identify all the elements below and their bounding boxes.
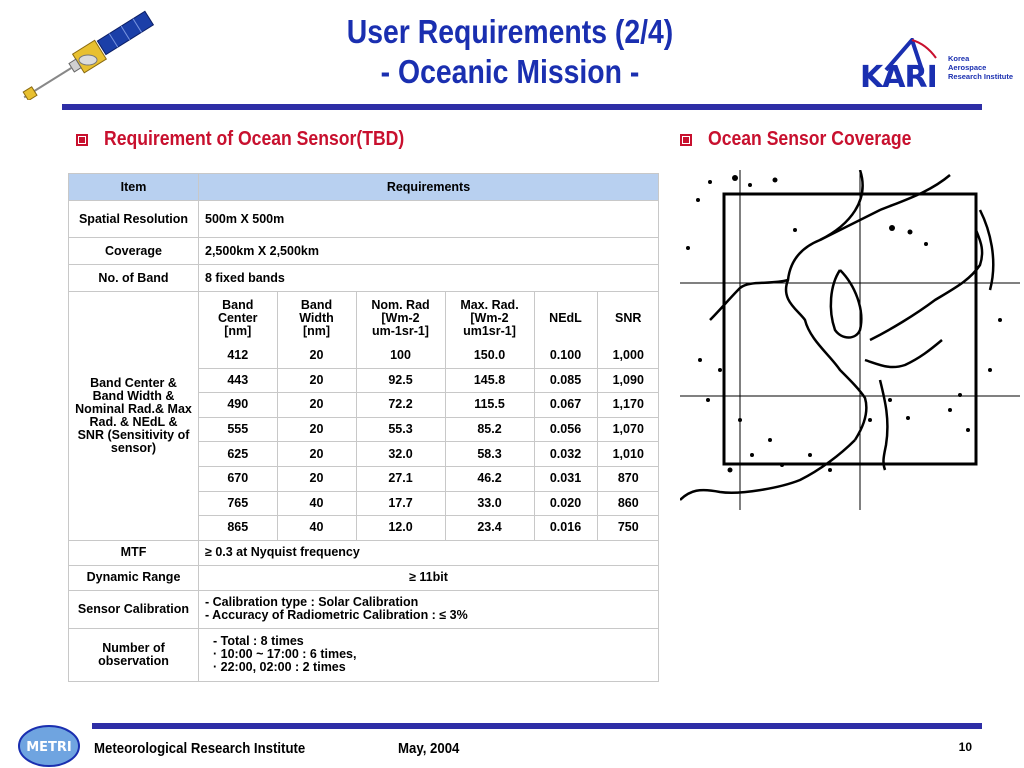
band-spec-cell: 865 xyxy=(199,516,277,540)
satellite-illustration xyxy=(12,10,162,100)
kari-logo xyxy=(860,38,1014,95)
row-value: ≥ 11bit xyxy=(199,565,659,590)
band-spec-cell: 0.032 xyxy=(534,442,597,467)
col-snr: SNR xyxy=(615,310,642,325)
band-spec-cell: 490 xyxy=(199,393,277,418)
title-line-2: - Oceanic Mission - xyxy=(380,53,640,90)
band-spec-header-row xyxy=(199,292,659,344)
band-spec-cell: 40 xyxy=(277,491,356,516)
band-spec-cell: 33.0 xyxy=(445,491,534,516)
table-row xyxy=(69,590,659,628)
kari-wordmark: KARI xyxy=(860,60,937,95)
footer-divider xyxy=(92,723,982,729)
table-row xyxy=(69,540,659,565)
title-line-1: User Requirements (2/4) xyxy=(346,13,674,50)
row-label: MTF xyxy=(69,540,199,565)
band-spec-cell: 20 xyxy=(277,368,356,393)
coverage-frame xyxy=(724,194,976,464)
row-label: No. of Band xyxy=(69,265,199,292)
row-value: 2,500km X 2,500km xyxy=(199,238,659,265)
row-label: Sensor Calibration xyxy=(69,590,199,628)
page-number: 10 xyxy=(958,740,972,754)
band-spec-cell: 150.0 xyxy=(445,344,534,368)
band-spec-cell: 1,010 xyxy=(597,442,659,467)
band-spec-cell: 85.2 xyxy=(445,417,534,442)
band-spec-cell: 0.056 xyxy=(534,417,597,442)
band-spec-row xyxy=(199,368,659,393)
metri-logo xyxy=(14,724,84,768)
header-requirements: Requirements xyxy=(199,174,659,201)
band-spec-cell: 32.0 xyxy=(356,442,445,467)
band-spec-cell: 20 xyxy=(277,417,356,442)
metri-logo-text: METRI xyxy=(26,740,72,755)
band-spec-table xyxy=(199,292,659,540)
band-spec-row xyxy=(199,417,659,442)
band-spec-cell: 0.085 xyxy=(534,368,597,393)
footer-organization: Meteorological Research Institute xyxy=(94,740,306,757)
row-value: - Total : 8 times · 10:00 ~ 17:00 : 6 times, · 22:00, 02:00 : 2 times xyxy=(199,628,659,681)
band-spec-cell: 1,090 xyxy=(597,368,659,393)
band-spec-cell: 20 xyxy=(277,344,356,368)
table-row xyxy=(69,201,659,238)
band-spec-cell: 46.2 xyxy=(445,466,534,491)
band-spec-row xyxy=(199,491,659,516)
right-section-heading: Ocean Sensor Coverage xyxy=(680,128,939,151)
band-spec-cell: 23.4 xyxy=(445,516,534,540)
band-spec-cell: 625 xyxy=(199,442,277,467)
band-spec-cell: 92.5 xyxy=(356,368,445,393)
band-spec-row xyxy=(199,442,659,467)
table-row xyxy=(69,565,659,590)
band-spec-cell: 100 xyxy=(356,344,445,368)
band-spec-cell: 27.1 xyxy=(356,466,445,491)
header-item: Item xyxy=(69,174,199,201)
kari-institute-name: Korea Aerospace Research Institute xyxy=(948,54,1014,81)
requirements-table xyxy=(68,173,659,682)
band-spec-row xyxy=(199,344,659,368)
band-spec-cell: 72.2 xyxy=(356,393,445,418)
col-band-center: Band Center [nm] xyxy=(199,292,277,344)
coastline xyxy=(680,170,993,500)
table-row xyxy=(69,628,659,681)
band-spec-cell: 0.031 xyxy=(534,466,597,491)
band-spec-cell: 115.5 xyxy=(445,393,534,418)
band-spec-cell: 870 xyxy=(597,466,659,491)
island-markers xyxy=(686,175,1002,473)
row-label: Dynamic Range xyxy=(69,565,199,590)
band-spec-cell: 20 xyxy=(277,442,356,467)
row-value: - Calibration type : Solar Calibration - Accuracy of Radiometric Calibration : ≤ 3% xyxy=(199,590,659,628)
band-spec-cell: 0.100 xyxy=(534,344,597,368)
row-value: 500m X 500m xyxy=(199,201,659,238)
band-spec-cell: 1,170 xyxy=(597,393,659,418)
band-spec-cell: 443 xyxy=(199,368,277,393)
band-spec-cell: 750 xyxy=(617,520,639,535)
title-divider xyxy=(62,104,982,110)
square-bullet-icon xyxy=(76,134,88,146)
table-header-row xyxy=(69,174,659,201)
slide-title xyxy=(269,12,751,92)
table-row xyxy=(69,238,659,265)
col-max-rad: Max. Rad. [Wm-2 um1sr-1] xyxy=(445,292,534,344)
row-label: Coverage xyxy=(69,238,199,265)
col-nominal-rad: Nom. Rad [Wm-2 um-1sr-1] xyxy=(356,292,445,344)
band-spec-cell: 12.0 xyxy=(356,516,445,540)
band-spec-row xyxy=(199,466,659,491)
band-spec-cell: 670 xyxy=(199,466,277,491)
band-spec-cell: 58.3 xyxy=(445,442,534,467)
band-spec-cell: 145.8 xyxy=(445,368,534,393)
band-spec-cell: 55.3 xyxy=(356,417,445,442)
table-row-band-specs xyxy=(69,292,659,541)
row-value: 8 fixed bands xyxy=(199,265,659,292)
map-grid-lines xyxy=(680,170,1020,510)
band-spec-cell: 765 xyxy=(199,491,277,516)
ocean-sensor-coverage-map xyxy=(680,170,1020,510)
band-spec-cell: 860 xyxy=(597,491,659,516)
band-spec-cell: 20 xyxy=(277,393,356,418)
row-value: ≥ 0.3 at Nyquist frequency xyxy=(199,540,659,565)
band-spec-cell: 1,070 xyxy=(597,417,659,442)
left-section-heading: Requirement of Ocean Sensor(TBD) xyxy=(76,128,445,151)
band-spec-cell: 555 xyxy=(199,417,277,442)
row-label: Number of observation xyxy=(69,628,199,681)
row-label: Spatial Resolution xyxy=(69,201,199,238)
band-spec-row xyxy=(199,516,659,540)
band-spec-cell: 0.067 xyxy=(534,393,597,418)
band-spec-cell: 1,000 xyxy=(597,344,659,368)
band-spec-cell: 40 xyxy=(277,516,356,540)
row-label: Band Center & Band Width & Nominal Rad.& Max Rad. & NEdL & SNR (Sensitivity of sensor) xyxy=(69,292,199,541)
band-spec-row xyxy=(199,393,659,418)
footer-date: May, 2004 xyxy=(398,740,460,757)
band-spec-cell: 0.016 xyxy=(534,516,597,540)
square-bullet-icon xyxy=(680,134,692,146)
band-spec-cell: 412 xyxy=(199,344,277,368)
band-spec-cell: 0.020 xyxy=(534,491,597,516)
col-nedl: NEdL xyxy=(534,292,597,344)
table-row xyxy=(69,265,659,292)
band-spec-cell: 17.7 xyxy=(356,491,445,516)
col-band-width: Band Width [nm] xyxy=(277,292,356,344)
band-spec-cell: 20 xyxy=(277,466,356,491)
